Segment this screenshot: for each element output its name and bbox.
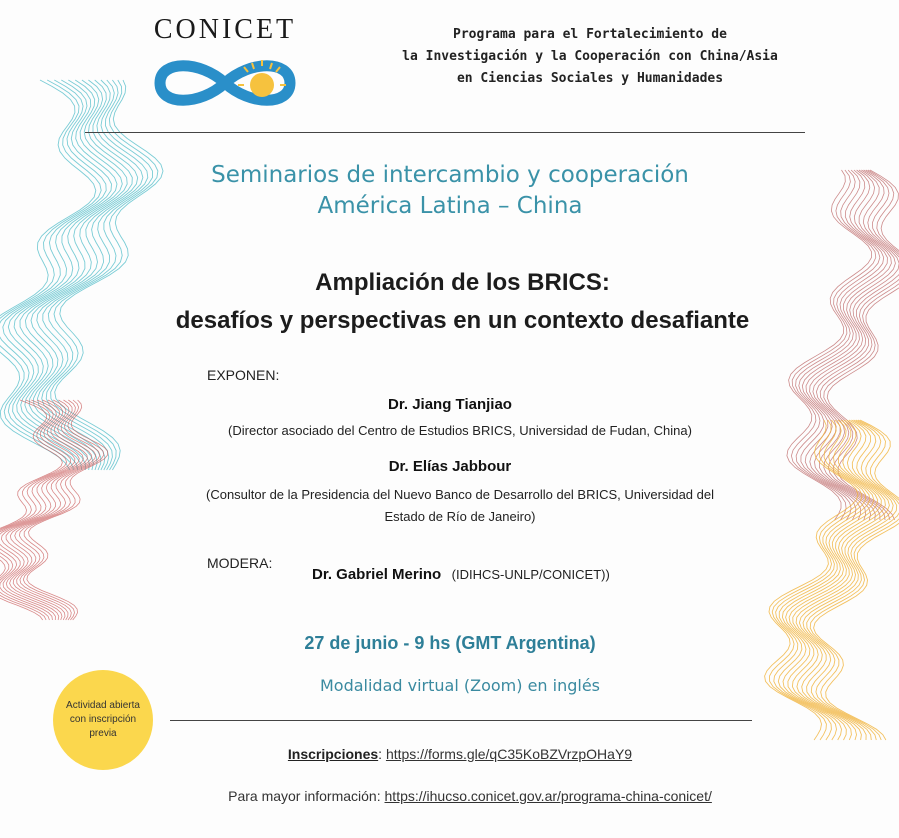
header-divider [85,132,805,133]
conicet-logo-text: CONICET [153,14,297,45]
moderator-affiliation: (IDIHCS-UNLP/CONICET)) [451,567,610,582]
program-title [360,24,820,90]
seminar-line-1: Seminarios de intercambio y cooperación [211,162,689,188]
event-mode: Modalidad virtual (Zoom) en inglés [319,676,601,695]
right-red-wave-art [787,170,899,520]
speaker-2-affiliation-line-2: Estado de Río de Janeiro) [384,509,536,524]
speakers-label: EXPONEN: [207,367,280,383]
open-activity-badge [53,670,153,770]
event-date: 27 de junio - 9 hs (GMT Argentina) [304,633,596,653]
moderator-name: Dr. Gabriel Merino [312,566,442,583]
speaker-2-name: Dr. Elías Jabbour [388,458,512,475]
moderator-line [312,564,732,586]
title-line-2: desafíos y perspectivas en un contexto desafiante [175,307,750,334]
seminar-line-2: América Latina – China [317,193,583,219]
more-info-line [130,788,810,804]
seminar-series [150,160,750,222]
speaker-2-affiliation-line-1: (Consultor de la Presidencia del Nuevo Banco de Desarrollo del BRICS, Universidad del [206,487,714,502]
more-info-label: Para mayor información: [228,788,381,804]
program-line-2: la Investigación y la Cooperación con China/Asia [402,49,778,64]
registration-line: Inscripciones: https://forms.gle/qC35KoBZVrzpOHaY9 [287,746,633,762]
speaker-2-affiliation [120,484,800,528]
program-line-3: en Ciencias Sociales y Humanidades [456,71,724,86]
speaker-1-affiliation: (Director asociado del Centro de Estudios BRICS, Universidad de Fudan, China) [228,423,692,438]
more-info-link[interactable]: https://ihucso.conicet.gov.ar/programa-china-conicet/ [384,788,712,804]
event-title [100,264,825,340]
title-line-1: Ampliación de los BRICS: [315,269,610,296]
badge-text: Actividad abierta con inscripción previa [66,700,140,739]
program-line-1: Programa para el Fortalecimiento de [453,27,727,42]
moderator-label: MODERA: [207,555,273,571]
registration-link[interactable]: https://forms.gle/qC35KoBZVrzpOHaY9 [385,746,633,762]
footer-divider [170,720,752,721]
registration-label: Inscripciones [287,746,379,762]
speaker-1-name: Dr. Jiang Tianjiao [388,396,512,413]
conicet-logo-icon [140,52,310,114]
right-gold-wave-art [765,420,899,740]
